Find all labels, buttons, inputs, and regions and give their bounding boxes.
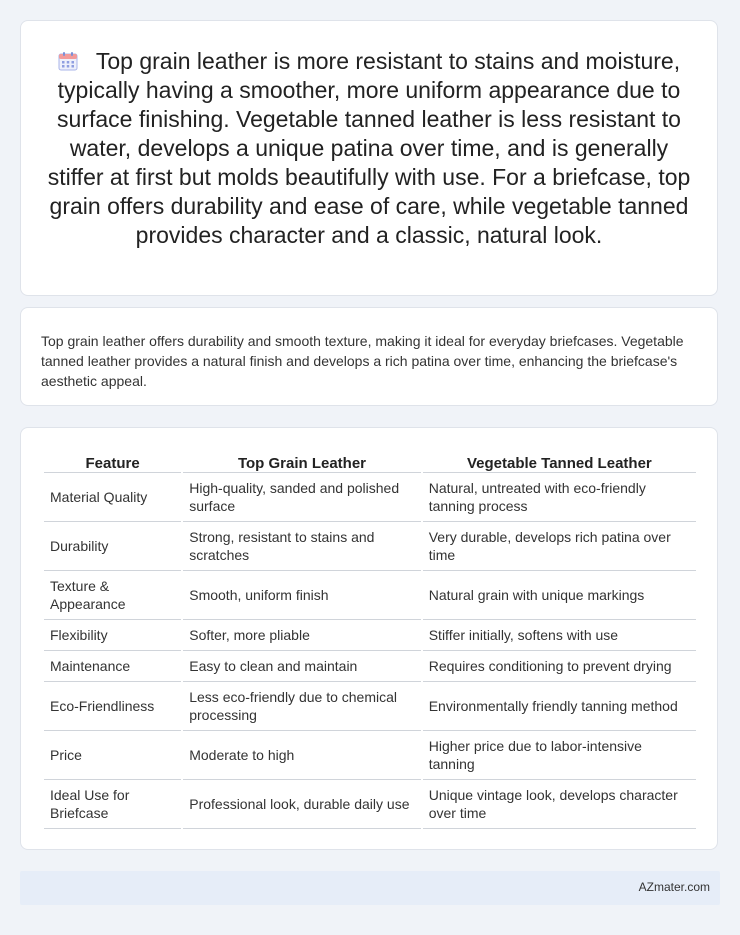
page-title [21, 21, 717, 250]
table-row [44, 780, 696, 829]
table-row [44, 651, 696, 682]
table-header-row [44, 448, 696, 473]
table-cell-top-grain: Easy to clean and maintain [183, 651, 420, 682]
table-cell-top-grain: Less eco-friendly due to chemical processing [183, 682, 420, 731]
table-cell-vegetable-tanned: Environmentally friendly tanning method [423, 682, 696, 731]
title-text: Top grain leather is more resistant to stains and moisture, typically having a smoother, more uniform appearance due to surface finishing. Vegetable tanned leather is less resistant to water, develops a unique patina over time, and is generally stiffer at first but molds beautifully with use. For a briefcase, top grain offers durability and ease of care, while vegetable tanned provides character and a classic, natural look. [47, 48, 691, 248]
table-cell-top-grain: Softer, more pliable [183, 620, 420, 651]
table-cell-vegetable-tanned: Natural grain with unique markings [423, 571, 696, 620]
table-cell-top-grain: Moderate to high [183, 731, 420, 780]
table-cell-vegetable-tanned: Very durable, develops rich patina over time [423, 522, 696, 571]
comparison-card [20, 427, 718, 850]
table-cell-feature: Price [44, 731, 181, 780]
table-cell-feature: Maintenance [44, 651, 181, 682]
table-cell-feature: Ideal Use for Briefcase [44, 780, 181, 829]
table-cell-feature: Texture & Appearance [44, 571, 181, 620]
table-cell-vegetable-tanned: Stiffer initially, softens with use [423, 620, 696, 651]
table-row [44, 571, 696, 620]
table-row [44, 682, 696, 731]
summary-text: Top grain leather offers durability and smooth texture, making it ideal for everyday briefcases. Vegetable tanned leather provides a natural finish and develops a rich patina over time, enhancing the briefcase's aesthetic appeal. [41, 333, 684, 389]
table-cell-feature: Eco-Friendliness [44, 682, 181, 731]
table-row [44, 620, 696, 651]
table-cell-feature: Material Quality [44, 473, 181, 522]
table-row [44, 522, 696, 571]
summary-card [20, 307, 718, 406]
table-cell-vegetable-tanned: Natural, untreated with eco-friendly tanning process [423, 473, 696, 522]
footer-site-link[interactable]: AZmater.com [638, 880, 710, 894]
table-cell-vegetable-tanned: Unique vintage look, develops character over time [423, 780, 696, 829]
table-cell-top-grain: Professional look, durable daily use [183, 780, 420, 829]
table-cell-top-grain: Smooth, uniform finish [183, 571, 420, 620]
comparison-table [42, 448, 698, 829]
table-cell-top-grain: Strong, resistant to stains and scratches [183, 522, 420, 571]
title-card [20, 20, 718, 296]
table-cell-vegetable-tanned: Requires conditioning to prevent drying [423, 651, 696, 682]
table-cell-feature: Durability [44, 522, 181, 571]
table-header-vegetable-tanned: Vegetable Tanned Leather [423, 448, 696, 473]
footer [20, 871, 720, 905]
table-row [44, 731, 696, 780]
table-cell-feature: Flexibility [44, 620, 181, 651]
table-row [44, 473, 696, 522]
table-cell-top-grain: High-quality, sanded and polished surface [183, 473, 420, 522]
calendar-icon [58, 51, 78, 71]
table-cell-vegetable-tanned: Higher price due to labor-intensive tanning [423, 731, 696, 780]
table-header-feature: Feature [44, 448, 181, 473]
table-header-top-grain: Top Grain Leather [183, 448, 420, 473]
